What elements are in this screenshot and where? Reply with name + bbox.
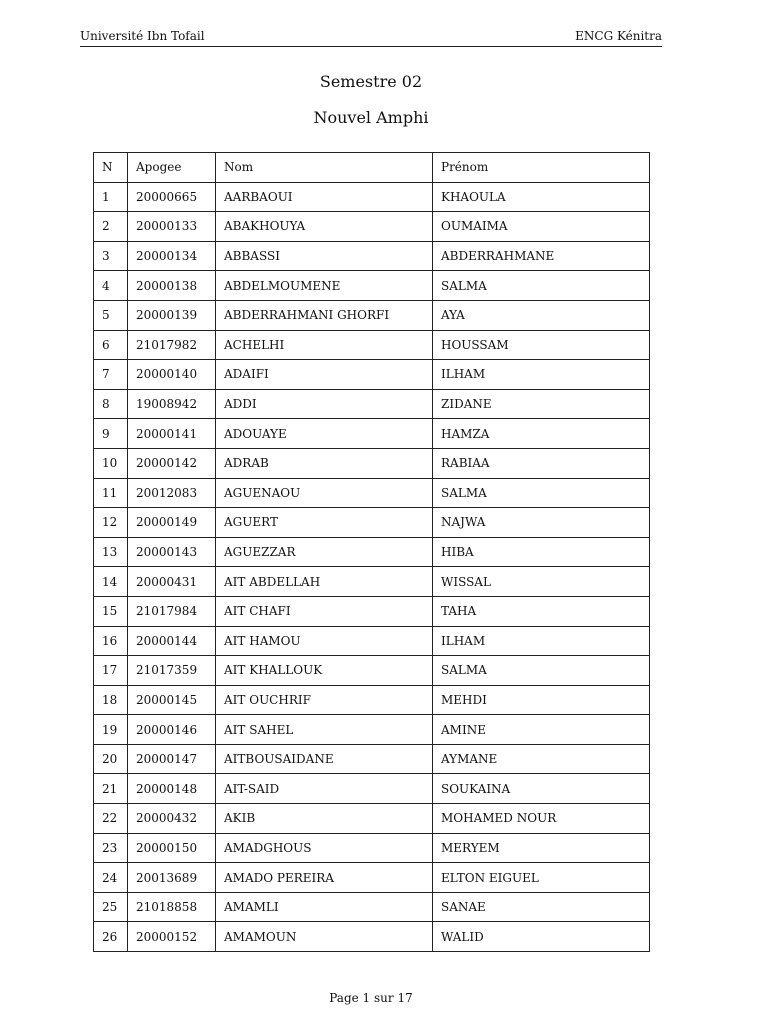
table-row: [94, 567, 650, 597]
cell-apogee: 20000141: [128, 419, 216, 449]
cell-apogee: 20000145: [128, 685, 216, 715]
university-name: Université Ibn Tofail: [80, 29, 205, 43]
cell-apogee: 20000431: [128, 567, 216, 597]
cell-nom: AIT CHAFI: [216, 596, 433, 626]
cell-apogee: 20000138: [128, 271, 216, 301]
cell-apogee: 19008942: [128, 389, 216, 419]
table-row: [94, 804, 650, 834]
cell-nom: ADDI: [216, 389, 433, 419]
table-row: [94, 892, 650, 922]
cell-nom: AKIB: [216, 804, 433, 834]
cell-nom: ADOUAYE: [216, 419, 433, 449]
table-row: [94, 360, 650, 390]
column-header-nom: Nom: [216, 153, 433, 183]
column-header-apogee: Apogee: [128, 153, 216, 183]
cell-prenom: MOHAMED NOUR: [433, 804, 650, 834]
cell-prenom: OUMAIMA: [433, 212, 650, 242]
table-row: [94, 212, 650, 242]
column-header-prenom: Prénom: [433, 153, 650, 183]
table-row: [94, 419, 650, 449]
cell-nom: AITBOUSAIDANE: [216, 744, 433, 774]
cell-n: 3: [94, 241, 128, 271]
cell-prenom: AYA: [433, 300, 650, 330]
cell-prenom: MERYEM: [433, 833, 650, 863]
cell-nom: AIT-SAID: [216, 774, 433, 804]
cell-nom: ABDERRAHMANI GHORFI: [216, 300, 433, 330]
cell-nom: AIT SAHEL: [216, 715, 433, 745]
cell-prenom: MEHDI: [433, 685, 650, 715]
table-row: [94, 596, 650, 626]
cell-apogee: 20000149: [128, 508, 216, 538]
cell-n: 20: [94, 744, 128, 774]
cell-prenom: KHAOULA: [433, 182, 650, 212]
cell-n: 9: [94, 419, 128, 449]
cell-apogee: 20000133: [128, 212, 216, 242]
table-header-row: [94, 153, 650, 183]
cell-n: 8: [94, 389, 128, 419]
cell-prenom: WALID: [433, 922, 650, 952]
cell-apogee: 21018858: [128, 892, 216, 922]
cell-prenom: SALMA: [433, 478, 650, 508]
cell-n: 17: [94, 656, 128, 686]
cell-nom: AIT ABDELLAH: [216, 567, 433, 597]
cell-prenom: TAHA: [433, 596, 650, 626]
cell-prenom: ILHAM: [433, 626, 650, 656]
table-row: [94, 744, 650, 774]
table-row: [94, 508, 650, 538]
table-row: [94, 833, 650, 863]
cell-prenom: HIBA: [433, 537, 650, 567]
table-row: [94, 448, 650, 478]
cell-n: 18: [94, 685, 128, 715]
document-subtitle: Nouvel Amphi: [313, 108, 429, 127]
cell-prenom: RABIAA: [433, 448, 650, 478]
cell-n: 15: [94, 596, 128, 626]
table-row: [94, 715, 650, 745]
table-row: [94, 922, 650, 952]
cell-nom: AGUEZZAR: [216, 537, 433, 567]
cell-nom: AIT KHALLOUK: [216, 656, 433, 686]
cell-apogee: 20000148: [128, 774, 216, 804]
cell-n: 4: [94, 271, 128, 301]
cell-apogee: 20000134: [128, 241, 216, 271]
cell-apogee: 20000665: [128, 182, 216, 212]
cell-n: 25: [94, 892, 128, 922]
student-table: [93, 152, 650, 952]
cell-n: 7: [94, 360, 128, 390]
document-title: Semestre 02: [319, 72, 423, 91]
cell-prenom: ZIDANE: [433, 389, 650, 419]
cell-apogee: 20000140: [128, 360, 216, 390]
cell-nom: ADRAB: [216, 448, 433, 478]
cell-prenom: ELTON EIGUEL: [433, 863, 650, 893]
cell-prenom: WISSAL: [433, 567, 650, 597]
cell-apogee: 20000142: [128, 448, 216, 478]
cell-apogee: 21017359: [128, 656, 216, 686]
table-row: [94, 774, 650, 804]
table-row: [94, 537, 650, 567]
table-row: [94, 300, 650, 330]
school-name: ENCG Kénitra: [575, 29, 662, 43]
cell-prenom: AMINE: [433, 715, 650, 745]
cell-n: 6: [94, 330, 128, 360]
cell-n: 26: [94, 922, 128, 952]
cell-nom: AGUERT: [216, 508, 433, 538]
cell-apogee: 20000144: [128, 626, 216, 656]
table-row: [94, 478, 650, 508]
table-row: [94, 389, 650, 419]
cell-apogee: 20000146: [128, 715, 216, 745]
cell-n: 23: [94, 833, 128, 863]
cell-prenom: NAJWA: [433, 508, 650, 538]
cell-n: 2: [94, 212, 128, 242]
cell-apogee: 20000152: [128, 922, 216, 952]
table-body: [94, 182, 650, 951]
cell-apogee: 21017982: [128, 330, 216, 360]
cell-n: 24: [94, 863, 128, 893]
cell-prenom: HAMZA: [433, 419, 650, 449]
cell-nom: ABDELMOUMENE: [216, 271, 433, 301]
cell-nom: AIT OUCHRIF: [216, 685, 433, 715]
cell-nom: AMADGHOUS: [216, 833, 433, 863]
table-row: [94, 863, 650, 893]
cell-nom: AGUENAOU: [216, 478, 433, 508]
cell-apogee: 21017984: [128, 596, 216, 626]
table-row: [94, 656, 650, 686]
cell-n: 14: [94, 567, 128, 597]
running-header: [80, 29, 662, 47]
cell-n: 22: [94, 804, 128, 834]
cell-nom: AIT HAMOU: [216, 626, 433, 656]
table-row: [94, 241, 650, 271]
cell-prenom: SALMA: [433, 656, 650, 686]
page-number: Page 1 sur 17: [329, 991, 413, 1005]
table-row: [94, 330, 650, 360]
cell-nom: ABAKHOUYA: [216, 212, 433, 242]
table-row: [94, 626, 650, 656]
cell-n: 12: [94, 508, 128, 538]
table-row: [94, 685, 650, 715]
cell-n: 5: [94, 300, 128, 330]
cell-nom: ABBASSI: [216, 241, 433, 271]
table-row: [94, 182, 650, 212]
cell-apogee: 20000432: [128, 804, 216, 834]
cell-nom: AARBAOUI: [216, 182, 433, 212]
cell-apogee: 20000150: [128, 833, 216, 863]
cell-prenom: HOUSSAM: [433, 330, 650, 360]
cell-n: 13: [94, 537, 128, 567]
cell-n: 16: [94, 626, 128, 656]
column-header-n: N: [94, 153, 128, 183]
cell-apogee: 20000139: [128, 300, 216, 330]
cell-prenom: SANAE: [433, 892, 650, 922]
cell-n: 10: [94, 448, 128, 478]
cell-n: 11: [94, 478, 128, 508]
cell-prenom: AYMANE: [433, 744, 650, 774]
cell-prenom: SALMA: [433, 271, 650, 301]
cell-apogee: 20000143: [128, 537, 216, 567]
cell-prenom: ILHAM: [433, 360, 650, 390]
cell-n: 19: [94, 715, 128, 745]
cell-prenom: ABDERRAHMANE: [433, 241, 650, 271]
cell-nom: AMADO PEREIRA: [216, 863, 433, 893]
cell-prenom: SOUKAINA: [433, 774, 650, 804]
cell-n: 1: [94, 182, 128, 212]
table-row: [94, 271, 650, 301]
cell-nom: AMAMLI: [216, 892, 433, 922]
cell-nom: ACHELHI: [216, 330, 433, 360]
cell-nom: ADAIFI: [216, 360, 433, 390]
cell-nom: AMAMOUN: [216, 922, 433, 952]
cell-apogee: 20013689: [128, 863, 216, 893]
cell-apogee: 20012083: [128, 478, 216, 508]
cell-apogee: 20000147: [128, 744, 216, 774]
cell-n: 21: [94, 774, 128, 804]
